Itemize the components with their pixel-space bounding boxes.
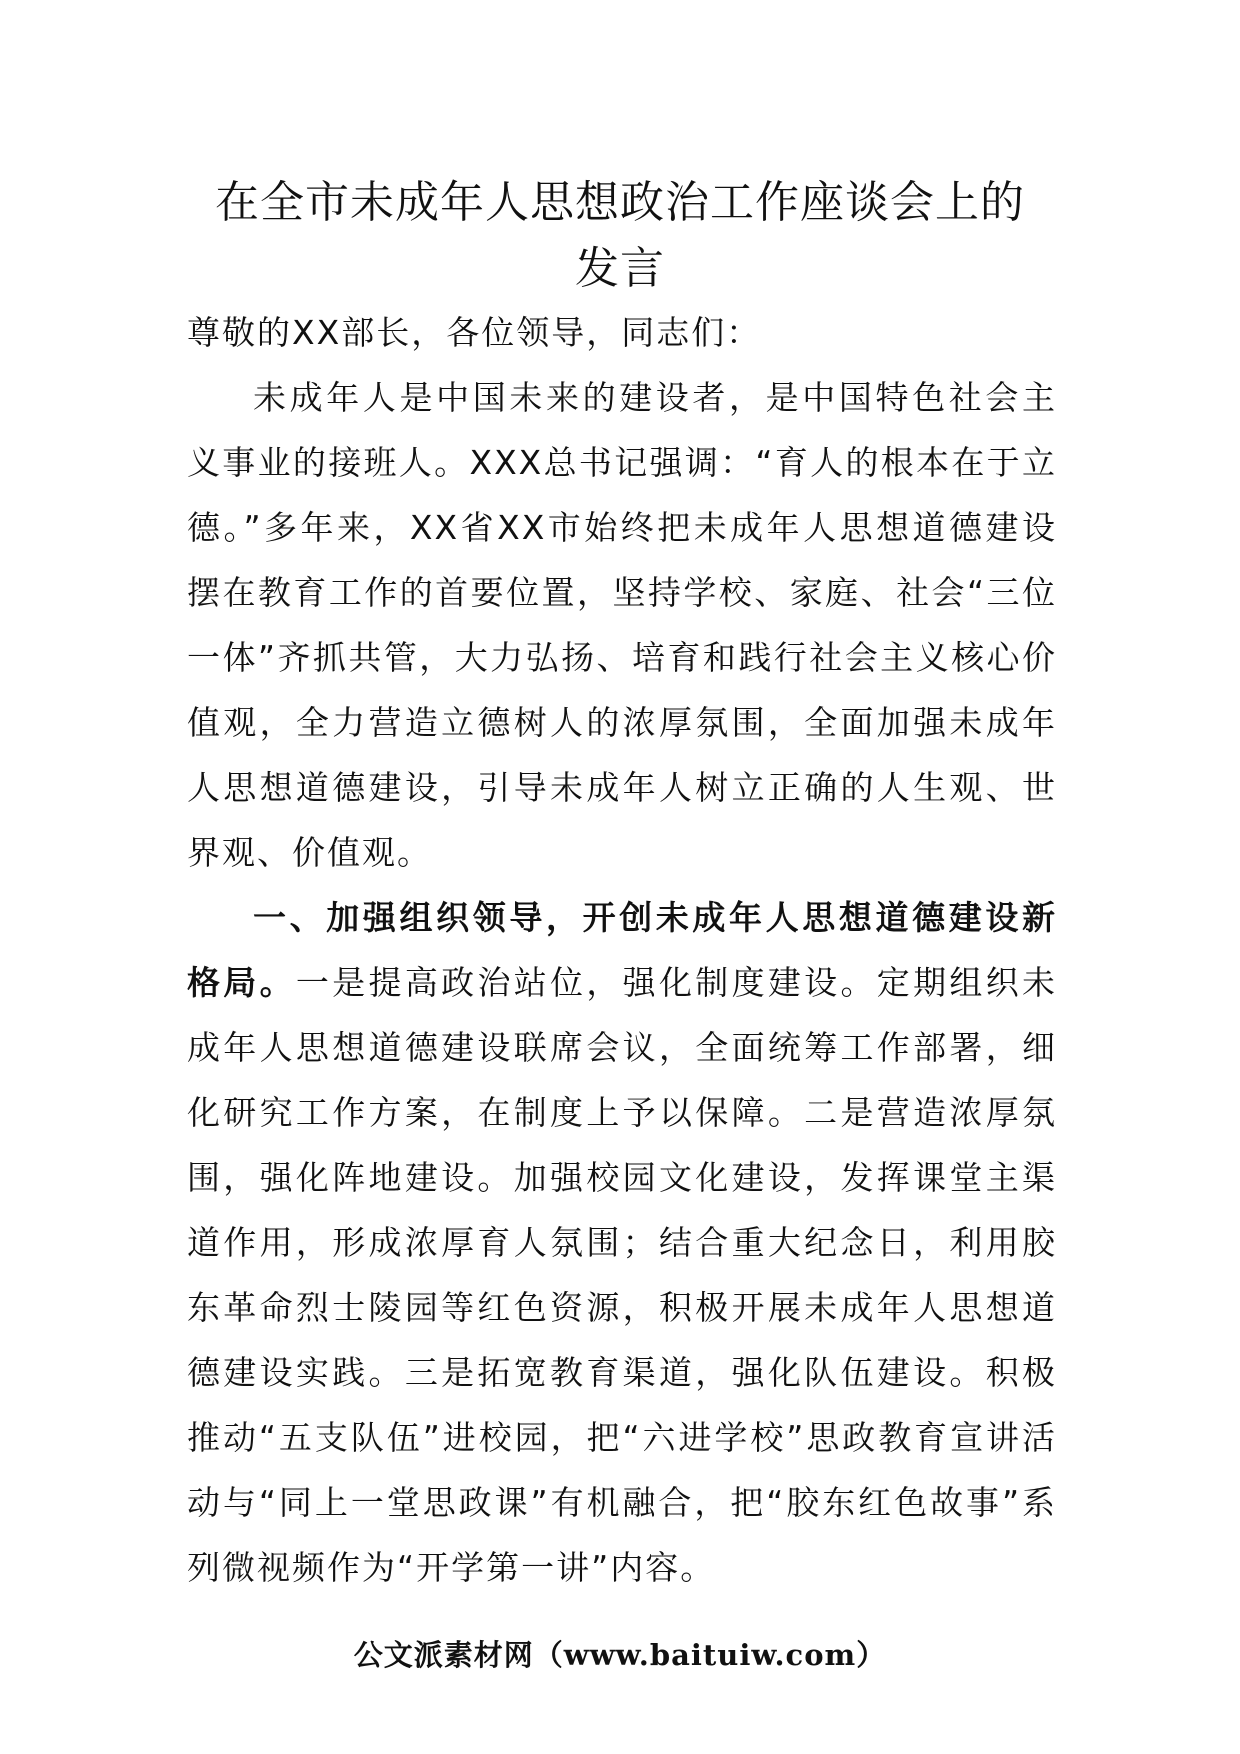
section-1-heading: 一、加强组织领导，开创未成年人思想道德建设新格局。 <box>187 898 1057 1002</box>
paragraph-section-1 <box>187 885 1057 1600</box>
document-body <box>187 300 1057 1600</box>
salutation: 尊敬的XX部长，各位领导，同志们： <box>187 313 762 352</box>
document-title <box>150 170 1090 302</box>
footer-watermark: 公文派素材网（www.baituiw.com） <box>353 1638 887 1672</box>
title-line-2: 发言 <box>575 243 665 294</box>
title-line-1: 在全市未成年人思想政治工作座谈会上的 <box>215 177 1025 228</box>
paragraph-intro: 未成年人是中国未来的建设者，是中国特色社会主义事业的接班人。XXX总书记强调：“育人的根本在于立德。”多年来，XX省XX市始终把未成年人思想道德建设摆在教育工作的首要位置，坚持学校、家庭、社会“三位一体”齐抓共管，大力弘扬、培育和践行社会主义核心价值观，全力营造立德树人的浓厚氛围，全面加强未成年人思想道德建设，引导未成年人树立正确的人生观、世界观、价值观。 <box>187 378 1057 872</box>
section-1-body: 一是提高政治站位，强化制度建设。定期组织未成年人思想道德建设联席会议，全面统筹工作部署，细化研究工作方案，在制度上予以保障。二是营造浓厚氛围，强化阵地建设。加强校园文化建设，发挥课堂主渠道作用，形成浓厚育人氛围；结合重大纪念日，利用胶东革命烈士陵园等红色资源，积极开展未成年人思想道德建设实践。三是拓宽教育渠道，强化队伍建设。积极推动“五支队伍”进校园，把“六进学校”思政教育宣讲活动与“同上一堂思政课”有机融合，把“胶东红色故事”系列微视频作为“开学第一讲”内容。 <box>187 963 1058 1587</box>
